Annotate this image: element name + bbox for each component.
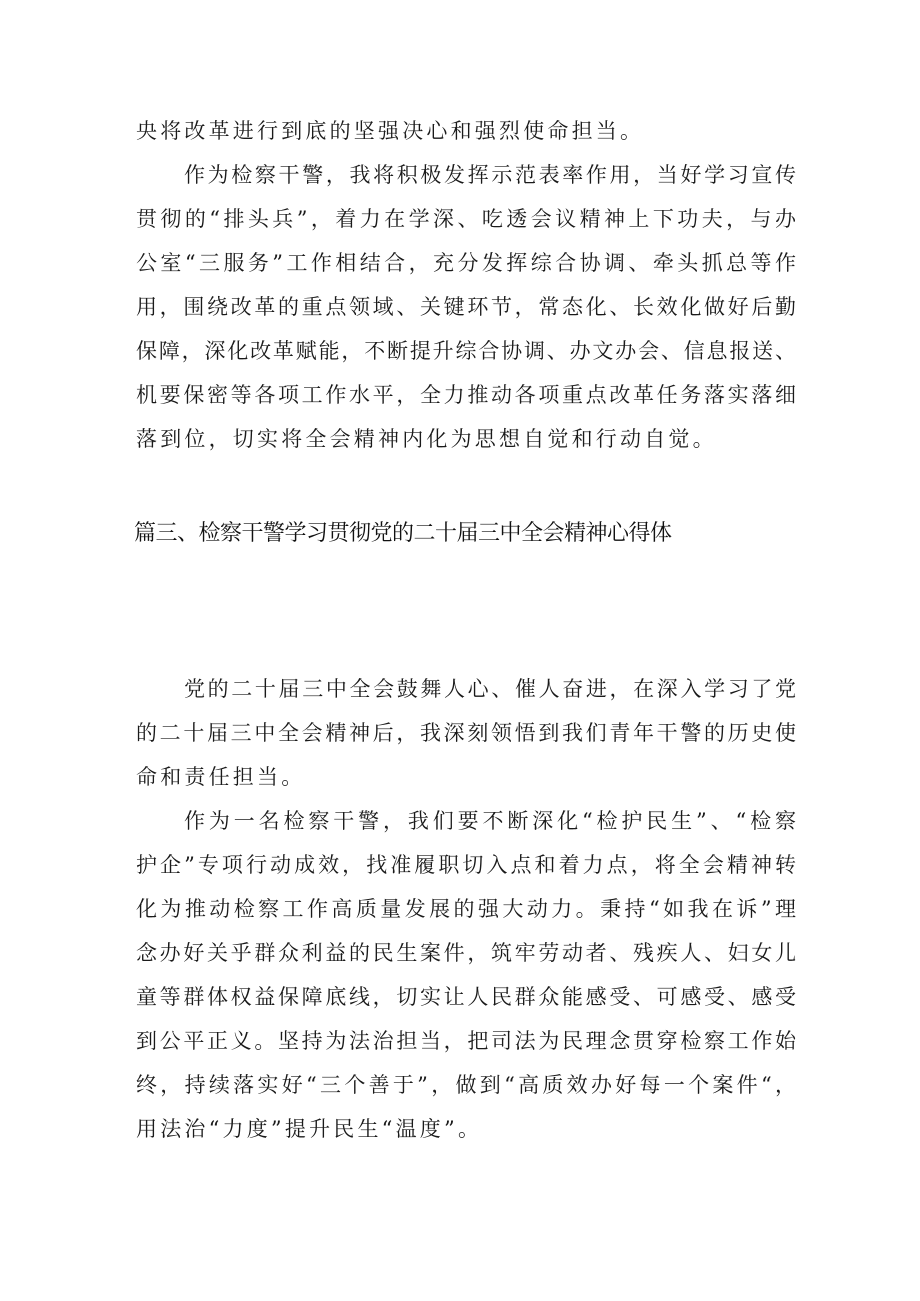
paragraph-line: 童等群体权益保障底线，切实让人民群众能感受、可感受、感受 (136, 985, 796, 1009)
paragraph-line: 用法治“力度”提升民生“温度”。 (136, 1117, 483, 1141)
paragraph-line: 机要保密等各项工作水平，全力推动各项重点改革任务落实落细 (136, 383, 796, 407)
section-heading: 篇三、检察干警学习贯彻党的二十届三中全会精神心得体 (134, 521, 672, 546)
paragraph-line: 公室“三服务”工作相结合，充分发挥综合协调、牵头抓总等作 (136, 251, 796, 275)
paragraph-line: 念办好关乎群众利益的民生案件，筑牢劳动者、残疾人、妇女儿 (136, 941, 796, 965)
paragraph-line: 作为检察干警，我将积极发挥示范表率作用，当好学习宣传 (184, 163, 796, 187)
paragraph-line: 的二十届三中全会精神后，我深刻领悟到我们青年干警的历史使 (136, 721, 796, 745)
paragraph-line: 化为推动检察工作高质量发展的强大动力。秉持“如我在诉”理 (136, 897, 796, 921)
paragraph-line: 护企”专项行动成效，找准履职切入点和着力点，将全会精神转 (136, 853, 796, 877)
paragraph-line: 保障，深化改革赋能，不断提升综合协调、办文办会、信息报送、 (136, 339, 796, 363)
paragraph-line: 贯彻的“排头兵”，着力在学深、吃透会议精神上下功夫，与办 (136, 207, 796, 231)
paragraph-line: 党的二十届三中全会鼓舞人心、催人奋进，在深入学习了党 (184, 677, 796, 701)
paragraph-line: 央将改革进行到底的坚强决心和强烈使命担当。 (136, 119, 645, 143)
paragraph-line: 用，围绕改革的重点领域、关键环节，常态化、长效化做好后勤 (136, 295, 796, 319)
paragraph-line: 到公平正义。坚持为法治担当，把司法为民理念贯穿检察工作始 (136, 1029, 796, 1053)
paragraph-line: 落到位，切实将全会精神内化为思想自觉和行动自觉。 (136, 427, 717, 451)
paragraph-line: 作为一名检察干警，我们要不断深化“检护民生”、“检察 (184, 809, 796, 833)
paragraph-line: 终，持续落实好“三个善于”，做到“高质效办好每一个案件“， (136, 1073, 796, 1097)
paragraph-line: 命和责任担当。 (136, 765, 306, 789)
